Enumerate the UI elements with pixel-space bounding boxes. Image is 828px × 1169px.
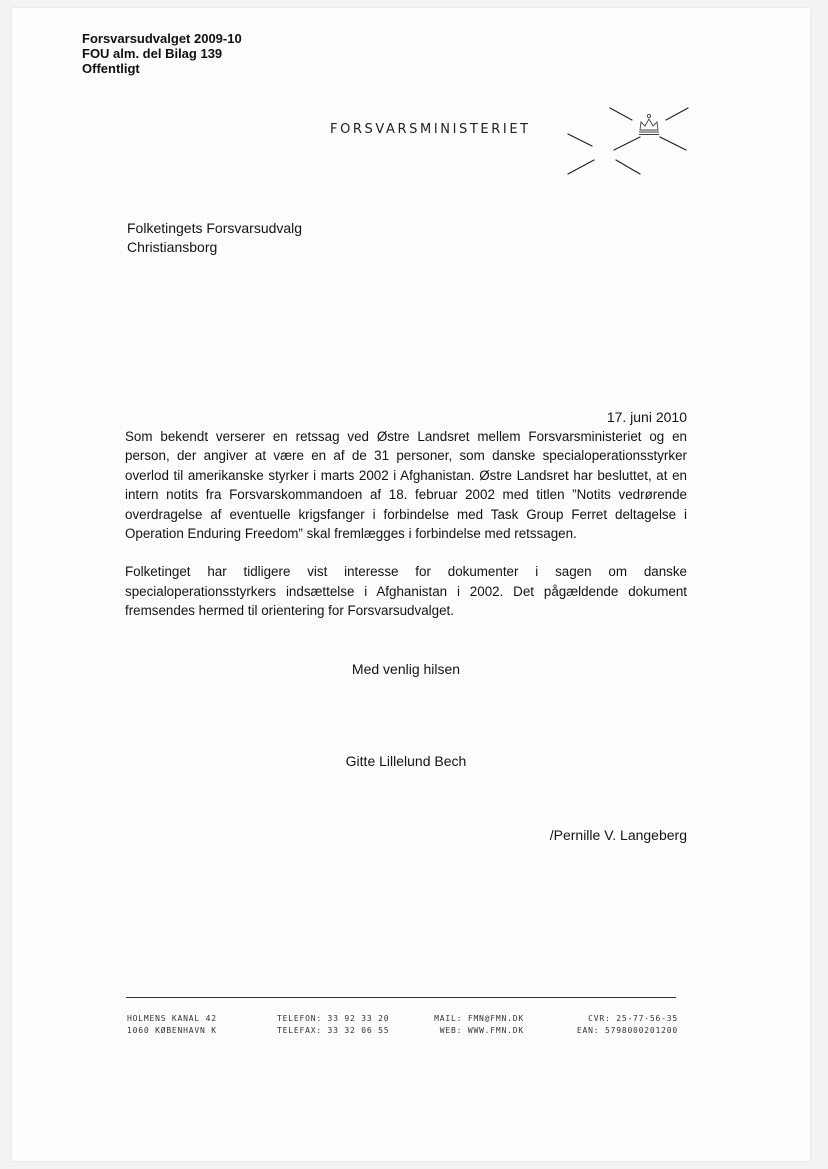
footer-cvr: CVR: 25-77-56-35 xyxy=(588,1014,678,1023)
stamp-reference: FOU alm. del Bilag 139 xyxy=(82,46,223,61)
signed-for-name: /Pernille V. Langeberg xyxy=(549,827,687,843)
body-paragraph-1: Som bekendt verserer en retssag ved Østre Landsret mellem Forsvarsministeriet og en person, der angiver at være en af de 31 personer, som danske specialoperationsstyrker overlod til amerikanske styrker i marts 2002 i Afghanistan. Østre Landsret har besluttet, at en intern notits fra Forsvarskommandoen af 18. februar 2002 med titlen ”Notits vedrørende overdragelse af eventuelle krigsfanger i forbindelse med Task Group Ferret deltagelse i Operation Enduring Freedom” skal fremlægges i forbindelse med retssagen. xyxy=(125,429,687,542)
footer-address-city: 1060 KØBENHAVN K xyxy=(127,1026,217,1035)
closing-salutation: Med venlig hilsen xyxy=(351,661,461,677)
footer-address xyxy=(127,1013,217,1037)
footer-telefax: TELEFAX: 33 32 06 55 xyxy=(277,1026,390,1035)
recipient-location: Christiansborg xyxy=(127,239,218,255)
crown-cross-icon xyxy=(560,100,694,180)
letter-date: 17. juni 2010 xyxy=(606,409,687,425)
footer-divider xyxy=(126,997,676,998)
stamp-committee: Forsvarsudvalget 2009-10 xyxy=(82,31,242,46)
letter-body xyxy=(125,427,687,640)
footer-registration xyxy=(560,1013,678,1037)
footer-address-street: HOLMENS KANAL 42 xyxy=(127,1014,217,1023)
ministry-name: FORSVARSMINISTERIET xyxy=(330,122,531,137)
footer-contact xyxy=(420,1013,524,1037)
document-stamp xyxy=(82,31,242,76)
recipient-name: Folketingets Forsvarsudvalg xyxy=(127,220,303,236)
footer-ean: EAN: 5798000201200 xyxy=(576,1026,678,1035)
footer-mail: MAIL: FMN@FMN.DK xyxy=(434,1014,524,1023)
signer-name: Gitte Lillelund Bech xyxy=(345,753,467,769)
body-paragraph-2: Folketinget har tidligere vist interesse for dokumenter i sagen om danske specialoperationsstyrkers indsættelse i Afghanistan i 2002. Det pågældende dokument fremsendes hermed til orientering for Forsvarsudvalget. xyxy=(125,564,687,619)
footer-telephone: TELEFON: 33 92 33 20 xyxy=(277,1014,390,1023)
footer-web: WEB: WWW.FMN.DK xyxy=(439,1026,524,1035)
stamp-public-label: Offentligt xyxy=(82,61,140,76)
recipient-address xyxy=(127,219,302,257)
footer-phone xyxy=(277,1013,389,1037)
